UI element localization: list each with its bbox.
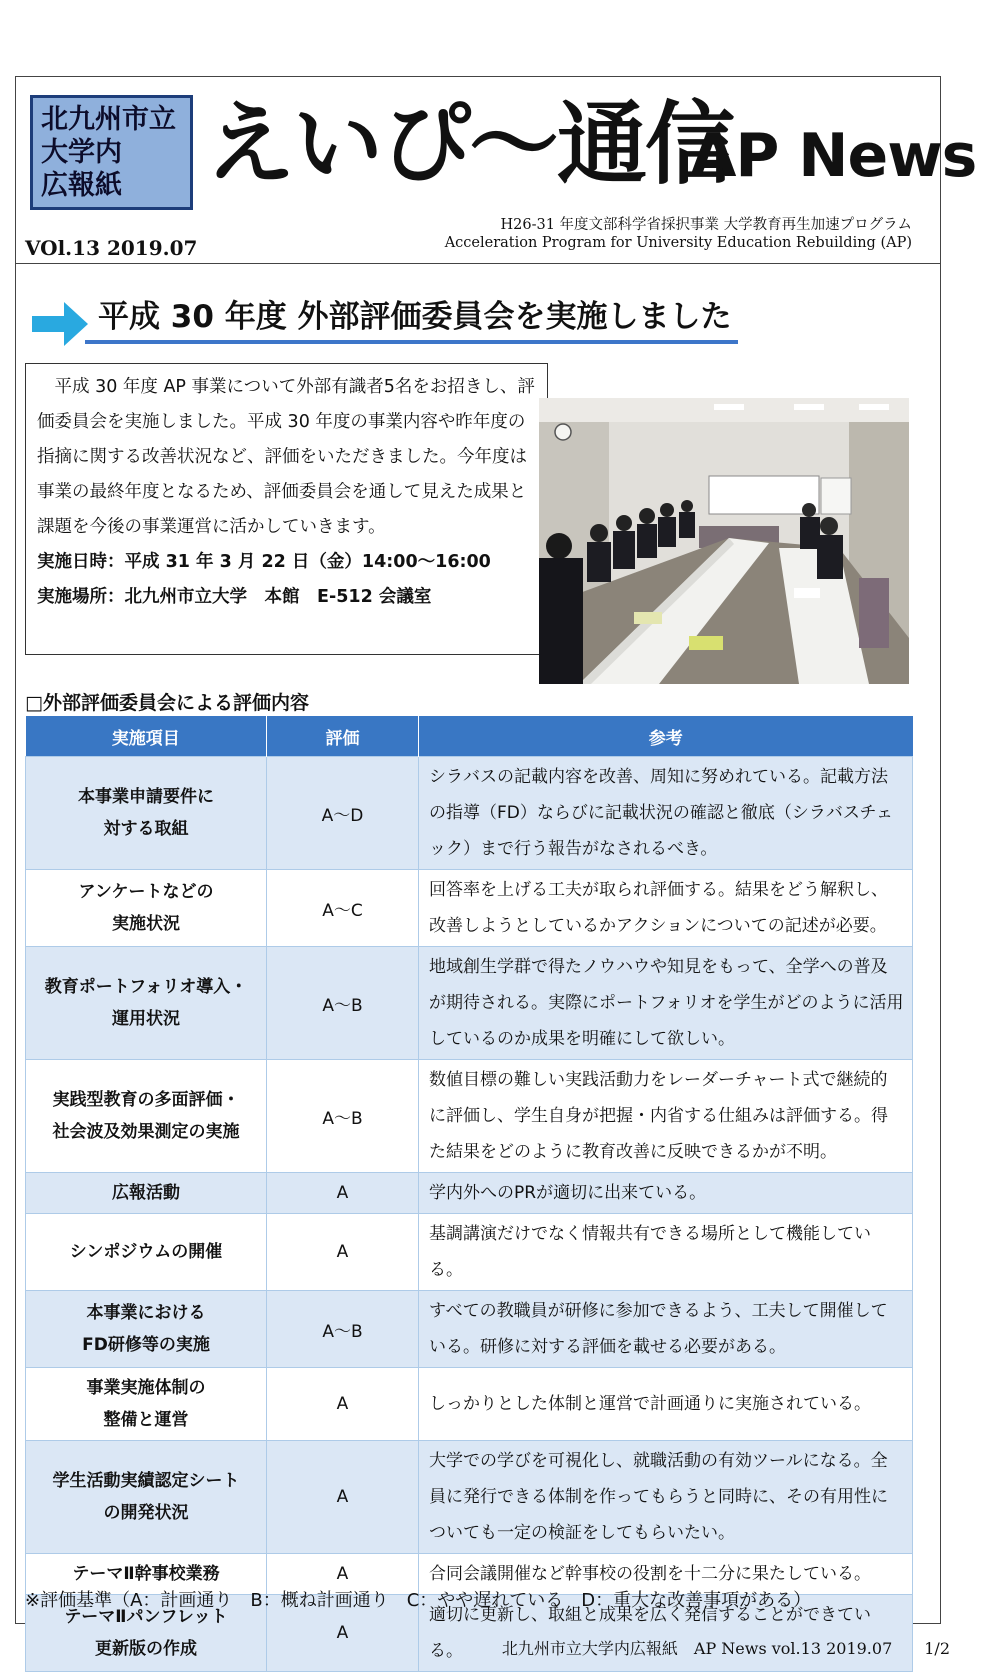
item-cell: 本事業における FD研修等の実施 (26, 1291, 267, 1368)
evaluation-caption: □外部評価委員会による評価内容 (25, 692, 309, 714)
title-underline (85, 340, 738, 344)
note-cell: 数値目標の難しい実践活動力をレーダーチャート式で継続的に評価し、学生自身が把握・内省する仕組みは評価する。得た結果をどのように教育改善に反映できるかが不明。 (419, 1060, 913, 1173)
item-cell: テーマⅡパンフレット 更新版の作成 (26, 1595, 267, 1672)
column-header: 参考 (419, 716, 913, 757)
grade-cell: A〜C (267, 870, 419, 947)
badge-line: 大学内 (41, 137, 122, 168)
program-name-english: Acceleration Program for University Education Rebuilding (AP) (444, 235, 912, 251)
note-cell: 適切に更新し、取組と成果を広く発信することができている。 (419, 1595, 913, 1672)
article-title: 平成 30 年度 外部評価委員会を実施しました (98, 299, 732, 335)
page-footer: 北九州市立大学内広報紙 AP News vol.13 2019.07 1/2 (501, 1639, 950, 1658)
grade-cell: A (267, 1214, 419, 1291)
column-header: 実施項目 (26, 716, 267, 757)
note-cell: 基調講演だけでなく情報共有できる場所として機能している。 (419, 1214, 913, 1291)
grade-cell: A〜D (267, 757, 419, 870)
note-cell: 大学での学びを可視化し、就職活動の有効ツールになる。全員に発行できる体制を作ってもらうと同時に、その有用性についても一定の検証をしてもらいたい。 (419, 1441, 913, 1554)
note-cell: 学内外へのPRが適切に出来ている。 (419, 1173, 913, 1214)
grade-cell: A (267, 1554, 419, 1595)
column-header: 評価 (267, 716, 419, 757)
event-place: 実施場所：北九州市立大学 本館 E-512 会議室 (37, 587, 432, 607)
note-cell: 回答率を上げる工夫が取られ評価する。結果をどう解釈し、改善しようとしているかアクションについての記述が必要。 (419, 870, 913, 947)
item-cell: 事業実施体制の 整備と運営 (26, 1368, 267, 1441)
program-name: H26-31 年度文部科学省採択事業 大学教育再生加速プログラム (500, 217, 912, 233)
table-row (26, 947, 913, 1060)
table-row (26, 1368, 913, 1441)
item-cell: 本事業申請要件に 対する取組 (26, 757, 267, 870)
grade-cell: A (267, 1595, 419, 1672)
publisher-badge (30, 95, 193, 210)
criteria-note: ※評価基準（A：計画通り B：概ね計画通り C：やや遅れている D：重大な改善事項がある） (25, 1590, 812, 1611)
item-cell: シンポジウムの開催 (26, 1214, 267, 1291)
grade-cell: A (267, 1368, 419, 1441)
note-cell: すべての教職員が研修に参加できるよう、工夫して開催している。研修に対する評価を載せる必要がある。 (419, 1291, 913, 1368)
item-cell: テーマⅡ幹事校業務 (26, 1554, 267, 1595)
item-cell: 学生活動実績認定シート の開発状況 (26, 1441, 267, 1554)
item-cell: アンケートなどの 実施状況 (26, 870, 267, 947)
item-cell: 広報活動 (26, 1173, 267, 1214)
table-row (26, 1214, 913, 1291)
table-header-row (26, 716, 913, 757)
arrow-right-icon (30, 298, 90, 350)
event-date: 実施日時：平成 31 年 3 月 22 日（金）14:00〜16:00 (37, 552, 491, 572)
item-cell: 実践型教育の多面評価・ 社会波及効果測定の実施 (26, 1060, 267, 1173)
meeting-photo (539, 398, 909, 684)
badge-line: 北九州市立 (41, 104, 176, 135)
grade-cell: A〜B (267, 1291, 419, 1368)
header-divider (15, 263, 941, 264)
article-intro-box (25, 363, 548, 655)
grade-cell: A〜B (267, 947, 419, 1060)
masthead-english-title: AP News (690, 121, 977, 191)
grade-cell: A〜B (267, 1060, 419, 1173)
table-row (26, 1173, 913, 1214)
note-cell: 地域創生学群で得たノウハウや知見をもって、全学への普及が期待される。実際にポートフォリオを学生がどのように活用しているのか成果を明確にして欲しい。 (419, 947, 913, 1060)
item-cell: 教育ポートフォリオ導入・ 運用状況 (26, 947, 267, 1060)
note-cell: シラバスの記載内容を改善、周知に努めれている。記載方法の指導（FD）ならびに記載状況の確認と徹底（シラバスチェック）まで行う報告がなされるべき。 (419, 757, 913, 870)
masthead-title: えいぴ〜通信 (205, 92, 733, 197)
table-row (26, 1060, 913, 1173)
volume-label: VOl.13 2019.07 (25, 236, 198, 260)
grade-cell: A (267, 1173, 419, 1214)
article-body: 平成 30 年度 AP 事業について外部有識者5名をお招きし、評価委員会を実施しました。平成 30 年度の事業内容や昨年度の指摘に関する改善状況など、評価をいただきました。今年度は事業の最終年度となるため、評価委員会を通して見えた成果と課題を今後の事業運営に活かしていきます。 (37, 377, 535, 537)
badge-line: 広報紙 (41, 170, 122, 201)
grade-cell: A (267, 1441, 419, 1554)
table-row (26, 870, 913, 947)
table-row (26, 1441, 913, 1554)
table-row (26, 757, 913, 870)
note-cell: しっかりとした体制と運営で計画通りに実施されている。 (419, 1368, 913, 1441)
evaluation-table (25, 716, 913, 1672)
note-cell: 合同会議開催など幹事校の役割を十二分に果たしている。 (419, 1554, 913, 1595)
table-row (26, 1291, 913, 1368)
